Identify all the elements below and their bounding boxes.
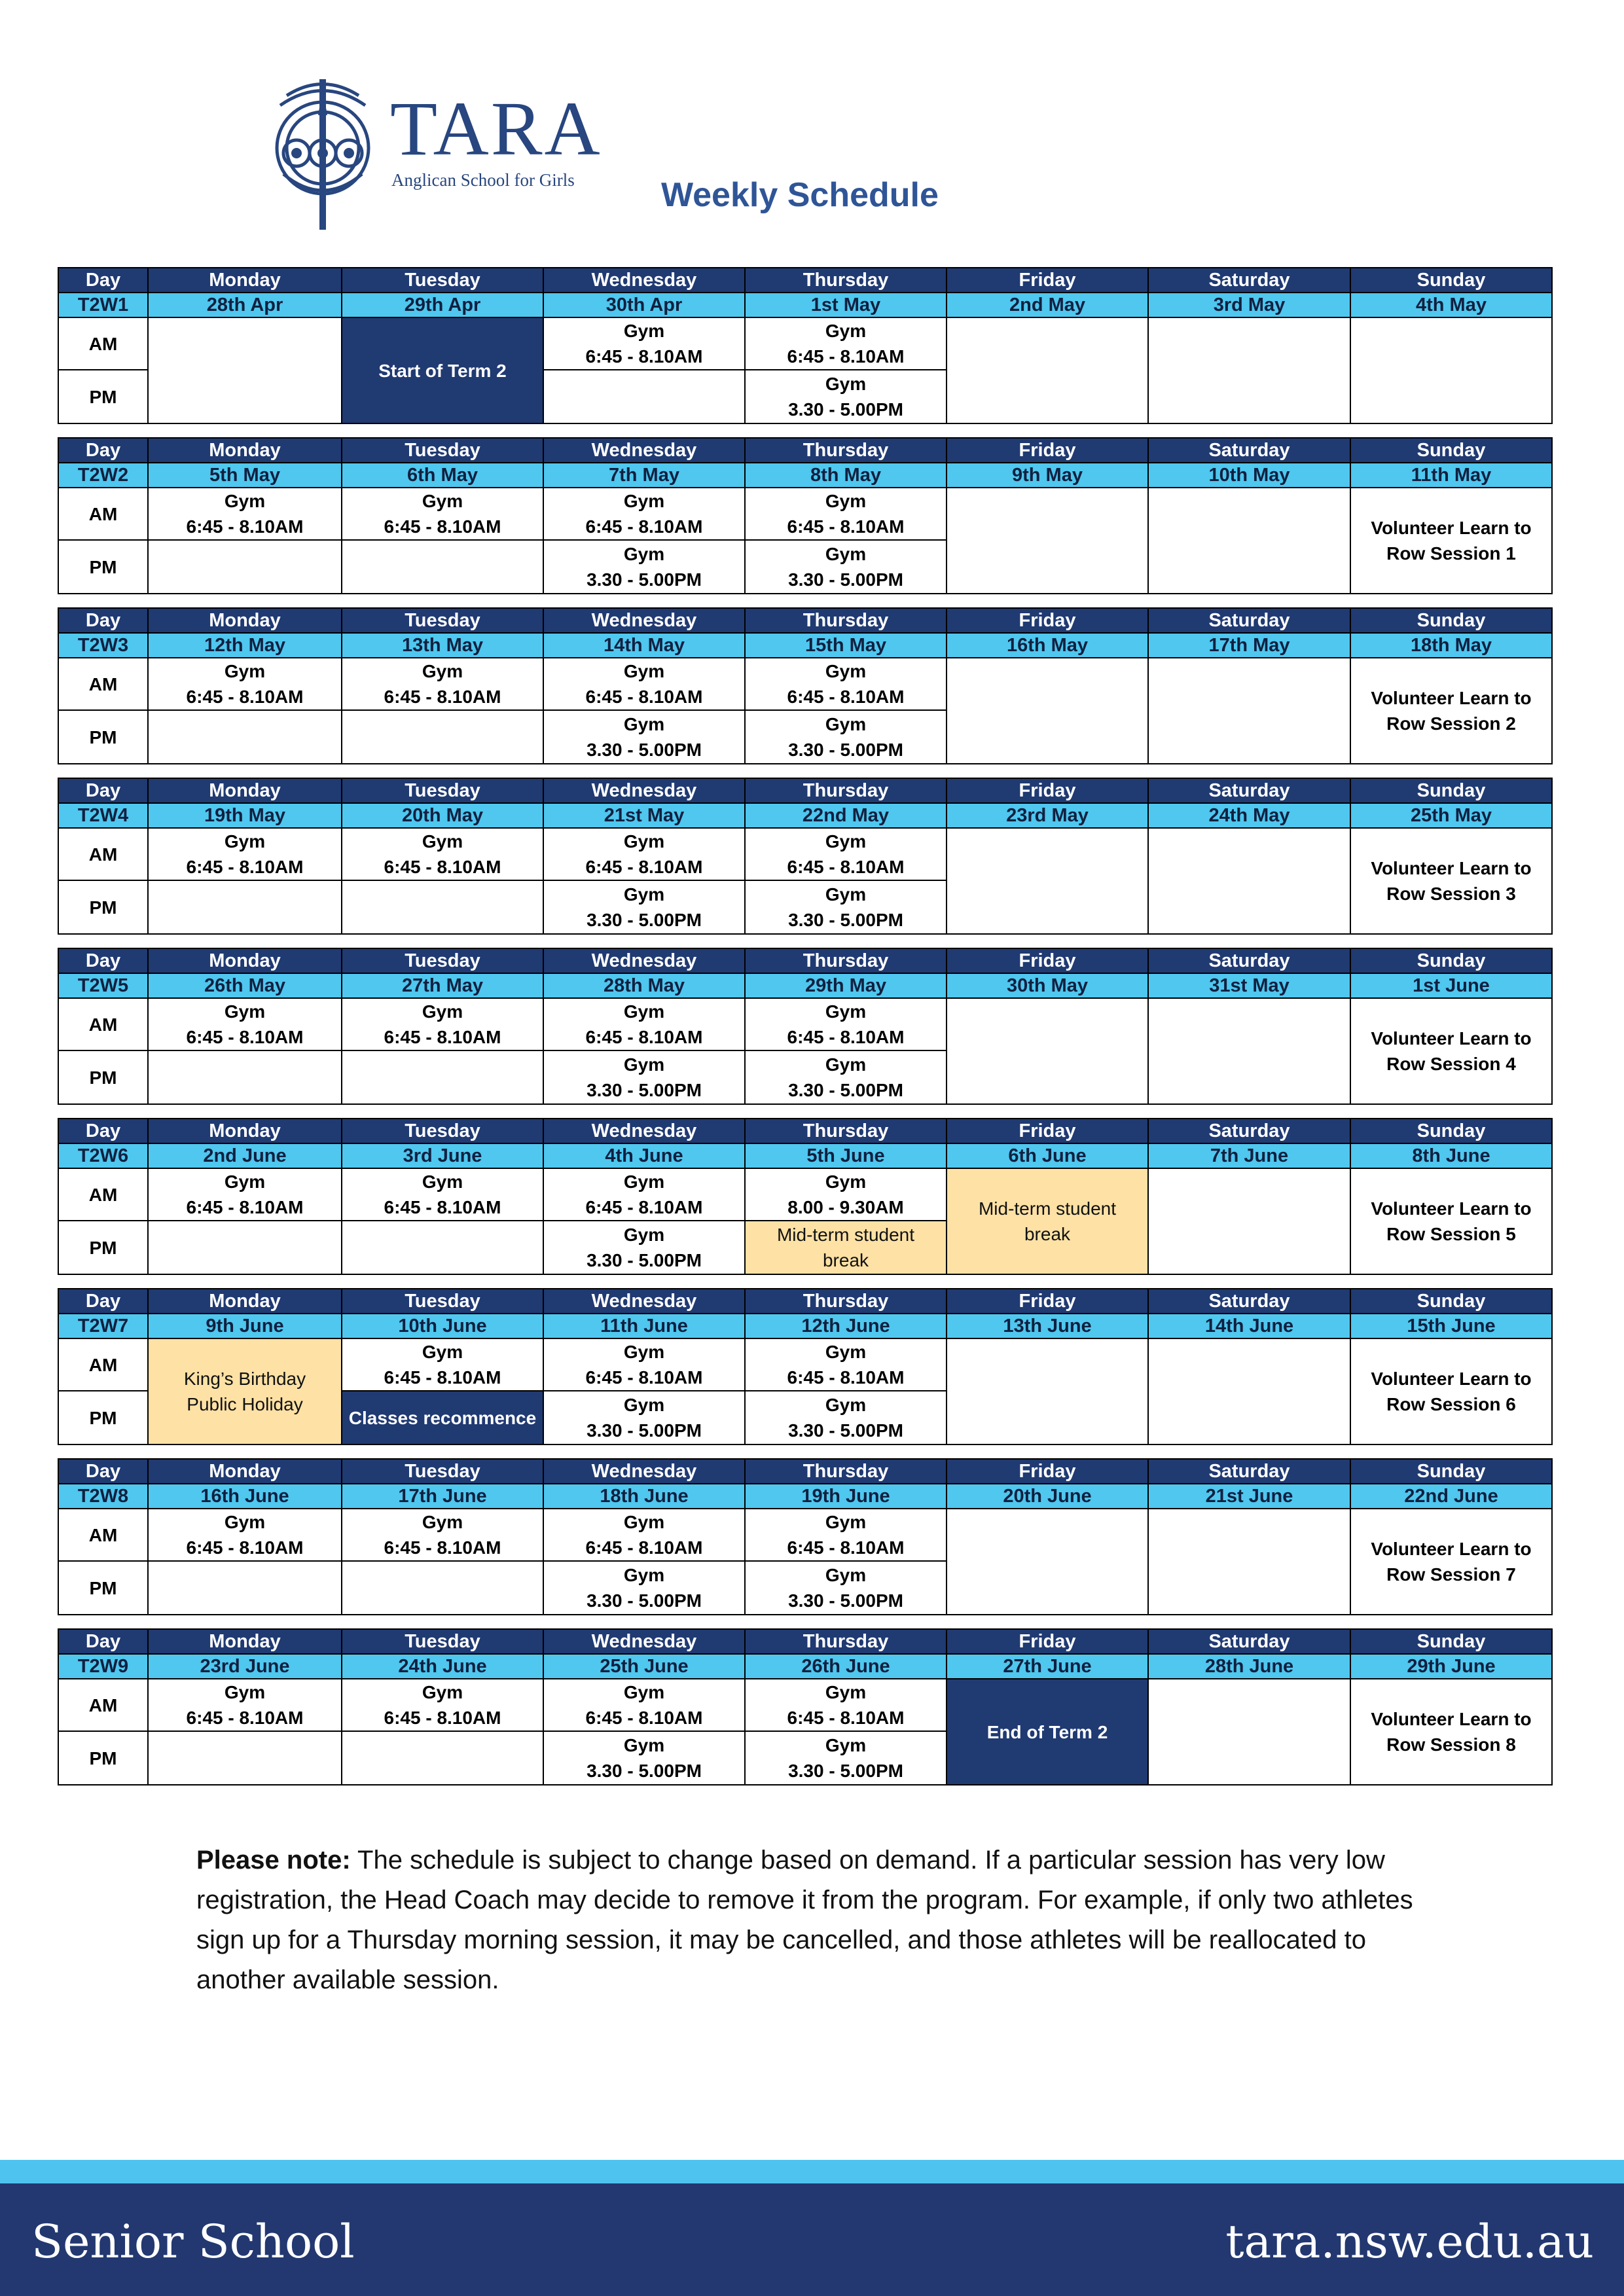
weekday-header: Monday — [149, 268, 342, 293]
empty-cell — [947, 658, 1149, 763]
empty-cell — [149, 1221, 342, 1274]
session-am: Gym 6:45 - 8.10AM — [544, 488, 746, 541]
date-cell: 12th May — [149, 634, 342, 658]
date-cell: 7th May — [544, 463, 746, 488]
date-cell: 14th June — [1149, 1314, 1351, 1339]
week-code: T2W8 — [59, 1484, 149, 1509]
date-cell: 20th June — [947, 1484, 1149, 1509]
date-cell: 15th June — [1351, 1314, 1551, 1339]
weekday-header: Saturday — [1149, 1460, 1351, 1484]
date-cell: 22nd May — [746, 804, 947, 829]
session-pm: Gym 3.30 - 5.00PM — [746, 1562, 947, 1614]
empty-cell — [342, 1221, 544, 1274]
weekday-header: Thursday — [746, 1119, 947, 1144]
empty-cell — [544, 370, 746, 423]
empty-cell — [947, 488, 1149, 593]
session-pm: Gym 3.30 - 5.00PM — [544, 1221, 746, 1274]
empty-cell — [342, 1732, 544, 1784]
date-cell: 17th June — [342, 1484, 544, 1509]
pm-label: PM — [59, 881, 149, 933]
weekday-header: Thursday — [746, 439, 947, 463]
session-pm: Gym 3.30 - 5.00PM — [746, 1051, 947, 1103]
weekday-header: Saturday — [1149, 779, 1351, 804]
weekday-header: Wednesday — [544, 949, 746, 974]
empty-cell — [149, 318, 342, 423]
day-header: Day — [59, 779, 149, 804]
pm-label: PM — [59, 1391, 149, 1444]
session-am: Gym 6:45 - 8.10AM — [746, 318, 947, 370]
session-am: Gym 6:45 - 8.10AM — [149, 488, 342, 541]
date-cell: 23rd June — [149, 1655, 342, 1679]
date-cell: 19th June — [746, 1484, 947, 1509]
date-cell: 29th Apr — [342, 293, 544, 318]
empty-cell — [1149, 1169, 1351, 1274]
session-am: Gym 6:45 - 8.10AM — [149, 1509, 342, 1562]
date-cell: 24th June — [342, 1655, 544, 1679]
event-cell: Mid-term student break — [947, 1169, 1149, 1274]
footer-school-name: Senior School — [31, 2215, 355, 2269]
date-cell: 14th May — [544, 634, 746, 658]
event-cell: Volunteer Learn to Row Session 5 — [1371, 1198, 1532, 1244]
day-header: Day — [59, 1119, 149, 1144]
date-cell: 29th May — [746, 974, 947, 999]
weekday-header: Sunday — [1351, 439, 1551, 463]
am-label: AM — [59, 1679, 149, 1732]
footer-bar — [0, 2183, 1624, 2296]
session-pm: Gym 3.30 - 5.00PM — [746, 1391, 947, 1444]
date-cell: 22nd June — [1351, 1484, 1551, 1509]
date-cell: 5th June — [746, 1144, 947, 1169]
weekday-header: Friday — [947, 1460, 1149, 1484]
footer-stripe — [0, 2160, 1624, 2183]
date-cell: 30th May — [947, 974, 1149, 999]
session-am: Gym 6:45 - 8.10AM — [149, 658, 342, 711]
empty-cell — [149, 1051, 342, 1103]
pm-label: PM — [59, 1221, 149, 1274]
week-grid — [59, 609, 1551, 763]
week-block — [58, 948, 1553, 1105]
empty-cell — [947, 829, 1149, 933]
session-am: Gym 6:45 - 8.10AM — [149, 1169, 342, 1221]
week-grid — [59, 439, 1551, 593]
date-cell: 26th May — [149, 974, 342, 999]
event-cell: Volunteer Learn to Row Session 2 — [1371, 688, 1532, 734]
weekday-header: Wednesday — [544, 439, 746, 463]
empty-cell — [149, 1732, 342, 1784]
session-pm: Gym 3.30 - 5.00PM — [746, 711, 947, 763]
weekday-header: Wednesday — [544, 1119, 746, 1144]
date-cell: 11th May — [1351, 463, 1551, 488]
weekday-header: Monday — [149, 1460, 342, 1484]
session-pm: Mid-term student break — [746, 1221, 947, 1274]
weekday-header: Thursday — [746, 949, 947, 974]
empty-cell — [1351, 318, 1551, 423]
date-cell: 3rd June — [342, 1144, 544, 1169]
date-cell: 13th May — [342, 634, 544, 658]
am-label: AM — [59, 658, 149, 711]
am-label: AM — [59, 999, 149, 1051]
session-am: Gym 6:45 - 8.10AM — [746, 488, 947, 541]
date-cell: 21st May — [544, 804, 746, 829]
week-block — [58, 1628, 1553, 1785]
weekday-header: Saturday — [1149, 949, 1351, 974]
session-pm: Gym 3.30 - 5.00PM — [544, 1562, 746, 1614]
weekday-header: Friday — [947, 1289, 1149, 1314]
schedule-note — [196, 1840, 1440, 2000]
date-cell: 8th June — [1351, 1144, 1551, 1169]
weekday-header: Saturday — [1149, 1630, 1351, 1655]
session-am: Gym 6:45 - 8.10AM — [149, 999, 342, 1051]
date-cell: 20th May — [342, 804, 544, 829]
am-label: AM — [59, 1509, 149, 1562]
empty-cell — [1149, 1339, 1351, 1444]
week-grid — [59, 1119, 1551, 1274]
session-am: Gym 6:45 - 8.10AM — [544, 829, 746, 881]
weekday-header: Friday — [947, 949, 1149, 974]
date-cell: 18th May — [1351, 634, 1551, 658]
week-grid — [59, 1630, 1551, 1784]
session-am: Gym 6:45 - 8.10AM — [544, 1679, 746, 1732]
session-am: Gym 6:45 - 8.10AM — [544, 1339, 746, 1391]
date-cell: 1st June — [1351, 974, 1551, 999]
weekday-header: Friday — [947, 609, 1149, 634]
date-cell: 19th May — [149, 804, 342, 829]
weekday-header: Wednesday — [544, 609, 746, 634]
weekday-header: Saturday — [1149, 1119, 1351, 1144]
week-block — [58, 1288, 1553, 1445]
event-cell: Volunteer Learn to Row Session 3 — [1371, 858, 1532, 904]
pm-label: PM — [59, 370, 149, 423]
session-pm: Classes recommence — [342, 1391, 544, 1444]
empty-cell — [342, 711, 544, 763]
date-cell: 2nd May — [947, 293, 1149, 318]
weekday-header: Tuesday — [342, 268, 544, 293]
pm-label: PM — [59, 1051, 149, 1103]
empty-cell — [342, 541, 544, 593]
date-cell: 4th May — [1351, 293, 1551, 318]
date-cell: 25th May — [1351, 804, 1551, 829]
date-cell: 31st May — [1149, 974, 1351, 999]
week-grid — [59, 949, 1551, 1103]
event-cell: End of Term 2 — [947, 1679, 1149, 1784]
week-grid — [59, 268, 1551, 423]
empty-cell — [149, 541, 342, 593]
session-am: Gym 6:45 - 8.10AM — [342, 1509, 544, 1562]
event-cell: Volunteer Learn to Row Session 6 — [1371, 1369, 1532, 1414]
date-cell: 21st June — [1149, 1484, 1351, 1509]
week-block — [58, 437, 1553, 594]
empty-cell — [342, 1562, 544, 1614]
date-cell: 23rd May — [947, 804, 1149, 829]
empty-cell — [149, 881, 342, 933]
week-block — [58, 778, 1553, 935]
am-label: AM — [59, 318, 149, 370]
day-header: Day — [59, 1460, 149, 1484]
weekday-header: Monday — [149, 1630, 342, 1655]
tara-crest-icon — [261, 76, 385, 233]
date-cell: 24th May — [1149, 804, 1351, 829]
session-am: Gym 6:45 - 8.10AM — [746, 999, 947, 1051]
event-cell: Volunteer Learn to Row Session 7 — [1371, 1539, 1532, 1585]
date-cell: 11th June — [544, 1314, 746, 1339]
empty-cell — [1149, 829, 1351, 933]
weekday-header: Sunday — [1351, 949, 1551, 974]
session-am: Gym 6:45 - 8.10AM — [342, 829, 544, 881]
weekday-header: Tuesday — [342, 949, 544, 974]
empty-cell — [1149, 488, 1351, 593]
weekday-header: Wednesday — [544, 1460, 746, 1484]
session-am: Gym 6:45 - 8.10AM — [149, 1679, 342, 1732]
date-cell: 18th June — [544, 1484, 746, 1509]
session-am: Gym 6:45 - 8.10AM — [342, 658, 544, 711]
date-cell: 16th June — [149, 1484, 342, 1509]
empty-cell — [342, 1051, 544, 1103]
note-text: The schedule is subject to change based on demand. If a particular session has very low registration, the Head Coach may decide to remove it from the program. For example, if only two athletes sign up for a Thursday morning session, it may be cancelled, and those athletes will be reallocated to another available session. — [196, 1846, 1413, 1994]
event-cell: Volunteer Learn to Row Session 8 — [1371, 1709, 1532, 1755]
weekday-header: Wednesday — [544, 1630, 746, 1655]
weekday-header: Saturday — [1149, 268, 1351, 293]
week-block — [58, 1118, 1553, 1275]
weekday-header: Sunday — [1351, 609, 1551, 634]
empty-cell — [947, 318, 1149, 423]
week-block — [58, 1458, 1553, 1615]
weekday-header: Thursday — [746, 1289, 947, 1314]
date-cell: 28th Apr — [149, 293, 342, 318]
date-cell: 30th Apr — [544, 293, 746, 318]
week-code: T2W7 — [59, 1314, 149, 1339]
week-code: T2W9 — [59, 1655, 149, 1679]
week-code: T2W2 — [59, 463, 149, 488]
date-cell: 2nd June — [149, 1144, 342, 1169]
weekday-header: Tuesday — [342, 609, 544, 634]
session-am: Gym 6:45 - 8.10AM — [544, 658, 746, 711]
week-code: T2W3 — [59, 634, 149, 658]
empty-cell — [1149, 318, 1351, 423]
weekday-header: Sunday — [1351, 1119, 1551, 1144]
footer-website-link[interactable]: tara.nsw.edu.au — [1225, 2215, 1594, 2269]
date-cell: 12th June — [746, 1314, 947, 1339]
week-code: T2W6 — [59, 1144, 149, 1169]
week-grid — [59, 1460, 1551, 1614]
weekday-header: Friday — [947, 1119, 1149, 1144]
weekday-header: Thursday — [746, 779, 947, 804]
weekday-header: Sunday — [1351, 1460, 1551, 1484]
weekday-header: Wednesday — [544, 268, 746, 293]
weekday-header: Monday — [149, 779, 342, 804]
date-cell: 28th May — [544, 974, 746, 999]
empty-cell — [1149, 658, 1351, 763]
week-code: T2W4 — [59, 804, 149, 829]
date-cell: 10th June — [342, 1314, 544, 1339]
session-pm: Gym 3.30 - 5.00PM — [746, 1732, 947, 1784]
session-am: Gym 6:45 - 8.10AM — [544, 1169, 746, 1221]
session-pm: Gym 3.30 - 5.00PM — [544, 711, 746, 763]
weekday-header: Tuesday — [342, 779, 544, 804]
day-header: Day — [59, 1630, 149, 1655]
weekday-header: Sunday — [1351, 268, 1551, 293]
pm-label: PM — [59, 1732, 149, 1784]
am-label: AM — [59, 1169, 149, 1221]
empty-cell — [1149, 999, 1351, 1103]
date-cell: 6th June — [947, 1144, 1149, 1169]
weekday-header: Thursday — [746, 1630, 947, 1655]
am-label: AM — [59, 829, 149, 881]
empty-cell — [947, 1509, 1149, 1614]
session-am: Gym 6:45 - 8.10AM — [342, 999, 544, 1051]
weekday-header: Monday — [149, 949, 342, 974]
weekday-header: Tuesday — [342, 1289, 544, 1314]
weekday-header: Monday — [149, 609, 342, 634]
day-header: Day — [59, 268, 149, 293]
weekday-header: Monday — [149, 1119, 342, 1144]
session-pm: Gym 3.30 - 5.00PM — [746, 541, 947, 593]
date-cell: 15th May — [746, 634, 947, 658]
session-pm: Gym 3.30 - 5.00PM — [746, 881, 947, 933]
weekday-header: Saturday — [1149, 609, 1351, 634]
date-cell: 25th June — [544, 1655, 746, 1679]
session-pm: Gym 3.30 - 5.00PM — [544, 881, 746, 933]
week-code: T2W5 — [59, 974, 149, 999]
event-cell: Volunteer Learn to Row Session 1 — [1371, 518, 1532, 564]
session-am: Gym 6:45 - 8.10AM — [544, 999, 746, 1051]
school-logo — [261, 76, 601, 233]
week-block — [58, 607, 1553, 764]
weekday-header: Friday — [947, 779, 1149, 804]
pm-label: PM — [59, 541, 149, 593]
date-cell: 1st May — [746, 293, 947, 318]
session-am: Gym 6:45 - 8.10AM — [342, 1339, 544, 1391]
date-cell: 5th May — [149, 463, 342, 488]
weekday-header: Saturday — [1149, 439, 1351, 463]
empty-cell — [149, 711, 342, 763]
date-cell: 28th June — [1149, 1655, 1351, 1679]
weekday-header: Wednesday — [544, 1289, 746, 1314]
date-cell: 6th May — [342, 463, 544, 488]
date-cell: 26th June — [746, 1655, 947, 1679]
event-cell: Volunteer Learn to Row Session 4 — [1371, 1028, 1532, 1074]
day-header: Day — [59, 1289, 149, 1314]
event-cell: King’s Birthday Public Holiday — [149, 1339, 342, 1444]
note-label: Please note: — [196, 1846, 351, 1874]
session-pm: Gym 3.30 - 5.00PM — [544, 1732, 746, 1784]
date-cell: 4th June — [544, 1144, 746, 1169]
weekday-header: Sunday — [1351, 1289, 1551, 1314]
weekday-header: Monday — [149, 1289, 342, 1314]
logo-wordmark: TARA — [390, 86, 602, 171]
day-header: Day — [59, 609, 149, 634]
weekday-header: Friday — [947, 268, 1149, 293]
am-label: AM — [59, 1339, 149, 1391]
empty-cell — [149, 1562, 342, 1614]
weekday-header: Monday — [149, 439, 342, 463]
weekday-header: Sunday — [1351, 779, 1551, 804]
weekday-header: Tuesday — [342, 439, 544, 463]
date-cell: 27th June — [947, 1655, 1149, 1679]
date-cell: 29th June — [1351, 1655, 1551, 1679]
empty-cell — [1149, 1509, 1351, 1614]
session-am: Gym 6:45 - 8.10AM — [544, 1509, 746, 1562]
session-pm: Gym 3.30 - 5.00PM — [544, 541, 746, 593]
session-am: Gym 6:45 - 8.10AM — [746, 1679, 947, 1732]
session-am: Gym 6:45 - 8.10AM — [149, 829, 342, 881]
logo-subtitle: Anglican School for Girls — [391, 170, 575, 190]
date-cell: 8th May — [746, 463, 947, 488]
session-am: Gym 6:45 - 8.10AM — [746, 658, 947, 711]
weekday-header: Sunday — [1351, 1630, 1551, 1655]
date-cell: 13th June — [947, 1314, 1149, 1339]
session-pm: Gym 3.30 - 5.00PM — [746, 370, 947, 423]
pm-label: PM — [59, 1562, 149, 1614]
weekday-header: Tuesday — [342, 1630, 544, 1655]
empty-cell — [1149, 1679, 1351, 1784]
week-grid — [59, 1289, 1551, 1444]
session-am: Gym 8.00 - 9.30AM — [746, 1169, 947, 1221]
week-block — [58, 267, 1553, 424]
week-code: T2W1 — [59, 293, 149, 318]
day-header: Day — [59, 439, 149, 463]
weekday-header: Thursday — [746, 1460, 947, 1484]
date-cell: 27th May — [342, 974, 544, 999]
session-am: Gym 6:45 - 8.10AM — [746, 1509, 947, 1562]
session-am: Gym 6:45 - 8.10AM — [544, 318, 746, 370]
date-cell: 3rd May — [1149, 293, 1351, 318]
am-label: AM — [59, 488, 149, 541]
weekday-header: Tuesday — [342, 1460, 544, 1484]
session-am: Gym 6:45 - 8.10AM — [746, 829, 947, 881]
weekly-schedule-table — [58, 267, 1553, 1799]
weekday-header: Saturday — [1149, 1289, 1351, 1314]
empty-cell — [947, 1339, 1149, 1444]
day-header: Day — [59, 949, 149, 974]
session-am: Gym 6:45 - 8.10AM — [342, 488, 544, 541]
week-grid — [59, 779, 1551, 933]
session-am: Gym 6:45 - 8.10AM — [342, 1679, 544, 1732]
date-cell: 16th May — [947, 634, 1149, 658]
weekday-header: Thursday — [746, 609, 947, 634]
date-cell: 10th May — [1149, 463, 1351, 488]
session-am: Gym 6:45 - 8.10AM — [342, 1169, 544, 1221]
date-cell: 9th May — [947, 463, 1149, 488]
weekday-header: Tuesday — [342, 1119, 544, 1144]
empty-cell — [947, 999, 1149, 1103]
pm-label: PM — [59, 711, 149, 763]
date-cell: 7th June — [1149, 1144, 1351, 1169]
weekday-header: Friday — [947, 1630, 1149, 1655]
session-pm: Gym 3.30 - 5.00PM — [544, 1051, 746, 1103]
empty-cell — [342, 881, 544, 933]
weekday-header: Wednesday — [544, 779, 746, 804]
weekday-header: Thursday — [746, 268, 947, 293]
event-cell: Start of Term 2 — [342, 318, 544, 423]
date-cell: 17th May — [1149, 634, 1351, 658]
session-pm: Gym 3.30 - 5.00PM — [544, 1391, 746, 1444]
date-cell: 9th June — [149, 1314, 342, 1339]
weekday-header: Friday — [947, 439, 1149, 463]
page-title: Weekly Schedule — [661, 176, 939, 214]
session-am: Gym 6:45 - 8.10AM — [746, 1339, 947, 1391]
